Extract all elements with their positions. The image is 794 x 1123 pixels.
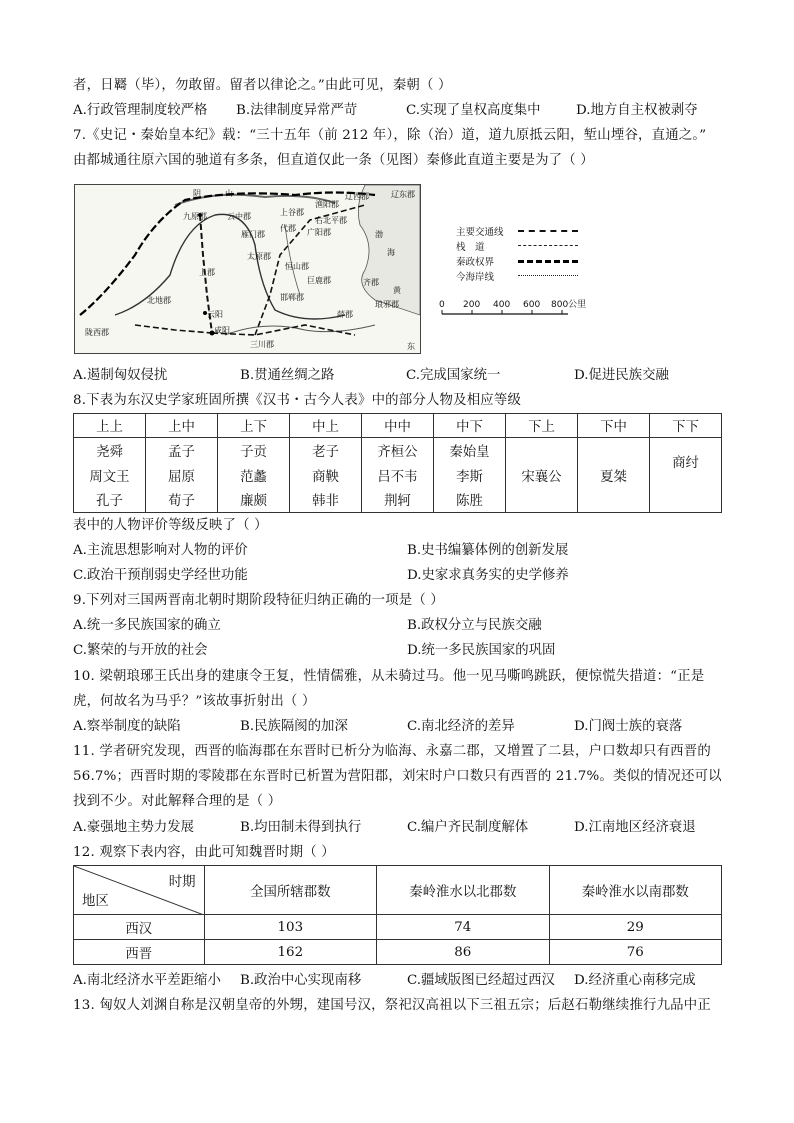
map-label: 三川郡	[250, 340, 274, 349]
q7-option-b[interactable]: B.贯通丝绸之路	[240, 368, 335, 383]
rank-cell: 尧舜	[74, 438, 146, 463]
value-cell: 162	[204, 940, 376, 965]
q10-option-d[interactable]: D.门阀士族的衰落	[574, 719, 683, 734]
qin-road-map	[74, 184, 421, 354]
q10-option-a[interactable]: A.察举制度的缺陷	[73, 719, 181, 734]
commandery-row	[74, 940, 722, 965]
commandery-header-row	[74, 866, 722, 915]
map-label: 咸阳	[214, 326, 230, 335]
q10-option-c[interactable]: C.南北经济的差异	[407, 719, 515, 734]
legend-sample-thick-dash	[518, 260, 578, 263]
q6-option-d[interactable]: D.地方自主权被剥夺	[576, 103, 698, 118]
value-cell: 86	[377, 940, 549, 965]
rank-cell: 齐桓公	[362, 438, 434, 463]
rank-cell: 李斯	[434, 463, 506, 488]
rank-cell: 荀子	[146, 488, 218, 513]
rank-header: 中上	[290, 414, 362, 438]
scale-bar	[438, 298, 598, 322]
q9-option-d[interactable]: D.统一多民族国家的巩固	[407, 643, 556, 658]
q13-stem-line1: 13. 匈奴人刘渊自称是汉朝皇帝的外甥，建国号汉，祭祀汉高祖以下三祖五宗；后赵石勒继续推行九品中正	[73, 998, 711, 1013]
rank-header: 下下	[650, 414, 722, 438]
commandery-table	[73, 865, 722, 965]
map-label: 东	[407, 342, 415, 351]
q9-option-a[interactable]: A.统一多民族国家的确立	[73, 618, 221, 633]
q8-stem: 8.下表为东汉史学家班固所撰《汉书・古今人表》中的部分人物及相应等级	[73, 393, 522, 408]
scale-label: 800公里	[551, 300, 587, 310]
rank-header: 上上	[74, 414, 146, 438]
corner-period-label: 时期	[168, 875, 196, 890]
rank-cell: 孔子	[74, 488, 146, 513]
rank-cell-lower-upper: 宋襄公	[506, 438, 578, 513]
map-scale	[438, 298, 598, 322]
q8-option-c[interactable]: C.政治干预削弱史学经世功能	[73, 568, 248, 583]
map-label: 巨鹿郡	[307, 276, 331, 285]
q12-option-c[interactable]: C.疆域版图已经超过西汉	[407, 973, 555, 988]
map-label: 太原郡	[247, 252, 271, 261]
rank-cell: 吕不韦	[362, 463, 434, 488]
legend-row-coastline	[456, 269, 606, 284]
map-label: 雁门郡	[241, 230, 265, 239]
map-label: 渔阳郡	[315, 200, 339, 209]
region-cell: 西汉	[74, 915, 205, 940]
value-cell: 74	[377, 915, 549, 940]
legend-label: 栈 道	[456, 242, 485, 253]
rank-cell-lower-lower: 商纣	[650, 438, 722, 513]
map-label: 广阳郡	[307, 228, 331, 237]
q11-stem-line2: 56.7%；西晋时期的零陵郡在东晋时已析置为营阳郡，刘宋时户口数只有西晋的 21.7%。类似的情况还可以	[73, 769, 722, 784]
map-label: 云中郡	[227, 212, 251, 221]
map-label: 九原郡	[183, 212, 207, 221]
q9-stem: 9.下列对三国两晋南北朝时期阶段特征归纳正确的一项是（ ）	[73, 593, 444, 608]
scale-label: 400	[493, 300, 511, 310]
q11-stem-line3: 找到不少。对此解释合理的是（ ）	[73, 794, 282, 809]
legend-label: 今海岸线	[456, 272, 495, 283]
rank-cell: 陈胜	[434, 488, 506, 513]
q10-option-b[interactable]: B.民族隔阂的加深	[240, 719, 348, 734]
map-label: 山	[225, 189, 233, 198]
q11-option-b[interactable]: B.均田制未得到执行	[240, 820, 362, 835]
q8-option-b[interactable]: B.史书编纂体例的创新发展	[407, 543, 569, 558]
map-label: 海	[387, 248, 395, 257]
q12-option-b[interactable]: B.政治中心实现南移	[240, 973, 362, 988]
map-label: 陇西郡	[85, 328, 109, 337]
rank-cell-lower-middle: 夏桀	[578, 438, 650, 513]
map-label: 上郡	[199, 268, 215, 277]
rank-cell: 子贡	[218, 438, 290, 463]
q9-option-c[interactable]: C.繁荣的与开放的社会	[73, 643, 208, 658]
rank-cell: 秦始皇	[434, 438, 506, 463]
q7-option-c[interactable]: C.完成国家统一	[406, 368, 501, 383]
corner-region-label: 地区	[82, 894, 109, 909]
map-label: 北地郡	[147, 296, 171, 305]
q6-line: 者，日羇（毕），勿敢留。留者以律论之。”由此可见，秦朝（ ）	[73, 78, 452, 93]
map-legend	[456, 224, 606, 284]
q8-question: 表中的人物评价等级反映了（ ）	[73, 518, 268, 533]
q10-stem-line1: 10. 梁朝琅琊王氏出身的建康令王复，性情儒雅，从未骑过马。他一见马嘶鸣跳跃，便惊慌失措道：“正是	[73, 669, 705, 684]
q7-stem-line1: 7.《史记・秦始皇本纪》载：“三十五年（前 212 年），除（治）道，道九原抵云阳，堑山堙谷，直通之。”	[73, 128, 707, 143]
q12-stem: 12. 观察下表内容，由此可知魏晋时期（ ）	[73, 845, 335, 860]
q8-option-a[interactable]: A.主流思想影响对人物的评价	[73, 543, 248, 558]
rank-cell: 韩非	[290, 488, 362, 513]
rank-header: 中中	[362, 414, 434, 438]
value-cell: 29	[549, 915, 721, 940]
legend-sample-long-dash	[518, 230, 578, 232]
commandery-header: 全国所辖郡数	[204, 866, 376, 915]
q7-option-d[interactable]: D.促进民族交融	[574, 368, 669, 383]
q11-option-d[interactable]: D.江南地区经济衰退	[574, 820, 696, 835]
map-label: 辽东郡	[391, 190, 415, 199]
rank-header: 下中	[578, 414, 650, 438]
rank-cell: 孟子	[146, 438, 218, 463]
map-label: 上谷郡	[280, 208, 304, 217]
corner-cell	[74, 866, 205, 915]
commandery-header: 秦岭淮水以南郡数	[549, 866, 721, 915]
commandery-row	[74, 915, 722, 940]
q7-stem-line2: 由都城通往原六国的驰道有多条，但直道仅此一条（见图）秦修此直道主要是为了（ ）	[73, 153, 594, 168]
rank-cell: 商鞅	[290, 463, 362, 488]
legend-row-border	[456, 254, 606, 269]
river-south	[225, 325, 375, 335]
map-label: 齐郡	[363, 278, 379, 287]
scale-label: 0	[439, 300, 445, 310]
legend-sample-dotted	[518, 275, 578, 276]
scale-label: 600	[523, 300, 541, 310]
map-label: 辽西郡	[345, 192, 369, 201]
rank-header: 上中	[146, 414, 218, 438]
map-label: 右北平郡	[315, 216, 347, 225]
q12-option-d[interactable]: D.经济重心南移完成	[574, 973, 696, 988]
rank-cell: 老子	[290, 438, 362, 463]
q8-option-d[interactable]: D.史家求真务实的史学修养	[407, 568, 569, 583]
map-label: 黄	[393, 286, 401, 295]
road-west	[135, 325, 212, 333]
q6-option-a[interactable]: A.行政管理制度较严格	[73, 103, 208, 118]
rank-cell: 屈原	[146, 463, 218, 488]
map-label: 阴	[193, 189, 201, 198]
rank-cell: 荆轲	[362, 488, 434, 513]
rank-row	[74, 438, 722, 463]
legend-label: 主要交通线	[456, 227, 504, 238]
legend-sample-dash	[518, 245, 578, 246]
q11-stem-line1: 11. 学者研究发现，西晋的临海郡在东晋时已析分为临海、永嘉二郡，又增置了二县，户口数却只有西晋的	[73, 744, 711, 759]
map-label: 渤	[375, 230, 383, 239]
rank-cell: 周文王	[74, 463, 146, 488]
q6-option-c[interactable]: C.实现了皇权高度集中	[406, 103, 541, 118]
map-label: 代郡	[280, 224, 296, 233]
map-label: 薛郡	[337, 310, 353, 319]
q12-option-a[interactable]: A.南北经济水平差距缩小	[73, 973, 221, 988]
map-label: 云阳	[207, 310, 223, 319]
rank-header-row	[74, 414, 722, 438]
map-label: 琅邪郡	[375, 300, 399, 309]
commandery-header: 秦岭淮水以北郡数	[377, 866, 549, 915]
legend-row-plank-road	[456, 239, 606, 254]
rank-header: 上下	[218, 414, 290, 438]
scale-label: 200	[463, 300, 481, 310]
qin-border	[80, 193, 375, 316]
legend-label: 秦政权界	[456, 257, 495, 268]
rank-cell: 廉颇	[218, 488, 290, 513]
q11-option-a[interactable]: A.豪强地主势力发展	[73, 820, 195, 835]
rank-cell: 范蠡	[218, 463, 290, 488]
rank-header: 下上	[506, 414, 578, 438]
q7-option-a[interactable]: A.遏制匈奴侵扰	[73, 368, 168, 383]
q11-option-c[interactable]: C.编户齐民制度解体	[407, 820, 529, 835]
q9-option-b[interactable]: B.政权分立与民族交融	[407, 618, 542, 633]
map-label: 邯郸郡	[280, 293, 304, 302]
value-cell: 103	[204, 915, 376, 940]
region-cell: 西晋	[74, 940, 205, 965]
q6-option-b[interactable]: B.法律制度异常严苛	[236, 103, 358, 118]
legend-row-main-road	[456, 224, 606, 239]
rank-table	[73, 413, 722, 513]
map-figure	[75, 185, 420, 353]
rank-header: 中下	[434, 414, 506, 438]
map-label: 恒山郡	[285, 262, 309, 271]
value-cell: 76	[549, 940, 721, 965]
q10-stem-line2: 虎，何故名为马乎？”该故事折射出（ ）	[73, 694, 316, 709]
